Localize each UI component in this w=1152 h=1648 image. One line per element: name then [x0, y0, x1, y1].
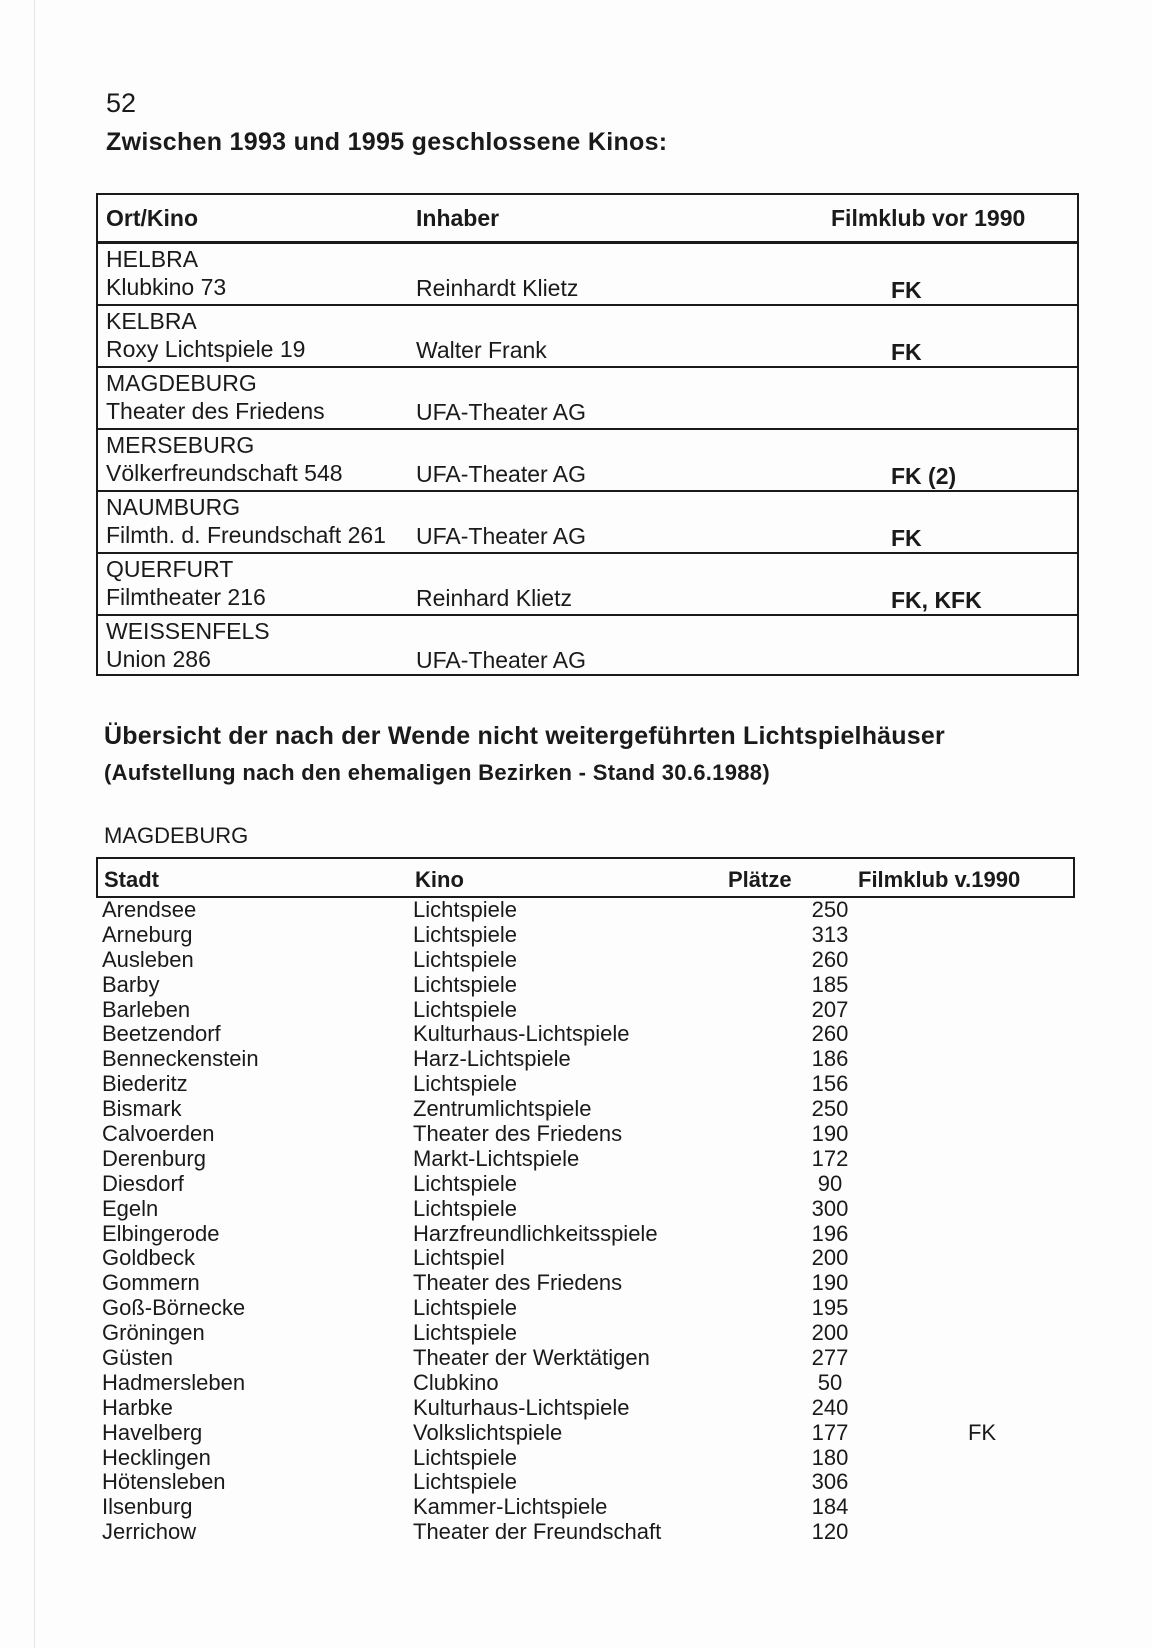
- cell-stadt: Derenburg: [102, 1145, 206, 1171]
- list-row: [96, 1171, 1075, 1196]
- cell-plaetze: 90: [817, 1170, 843, 1196]
- list-row: [96, 947, 1075, 972]
- cell-stadt: Diesdorf: [102, 1170, 184, 1196]
- cell-plaetze: 277: [811, 1345, 849, 1371]
- list-row: [96, 1021, 1075, 1046]
- list-row: [96, 1519, 1075, 1544]
- cell-stadt: Arneburg: [102, 921, 193, 947]
- cell-plaetze: 260: [811, 946, 849, 972]
- cell-kino: Markt-Lichtspiele: [413, 1145, 580, 1171]
- cell-stadt: Gröningen: [102, 1320, 205, 1346]
- list-row: [96, 897, 1075, 922]
- cell-kino: Lichtspiele: [413, 1170, 517, 1196]
- cell-plaetze: 260: [811, 1021, 849, 1047]
- cell-filmklub: FK: [891, 525, 922, 551]
- cell-plaetze: 300: [811, 1195, 849, 1221]
- cell-city: NAUMBURG: [106, 494, 241, 520]
- header-stadt: Stadt: [104, 867, 159, 892]
- list-row: [96, 1046, 1075, 1071]
- cell-plaetze: 190: [811, 1121, 849, 1147]
- header-ort-kino: Ort/Kino: [106, 205, 198, 231]
- cell-kino: Theater des Friedens: [413, 1270, 623, 1296]
- cell-plaetze: 306: [811, 1469, 849, 1495]
- cell-plaetze: 207: [811, 996, 849, 1022]
- cell-kino: Kulturhaus-Lichtspiele: [413, 1021, 630, 1047]
- cell-plaetze: 177: [811, 1419, 849, 1445]
- page-edge-line: [34, 0, 35, 1648]
- cell-kino: Lichtspiele: [413, 1444, 517, 1470]
- list-row: [96, 1494, 1075, 1519]
- cell-plaetze: 190: [811, 1270, 849, 1296]
- header-kino: Kino: [415, 867, 464, 892]
- cell-plaetze: 172: [811, 1145, 849, 1171]
- cell-stadt: Jerrichow: [102, 1519, 197, 1545]
- table-row: [98, 306, 1077, 368]
- cell-stadt: Benneckenstein: [102, 1046, 259, 1072]
- cell-kino: Harzfreundlichkeitsspiele: [413, 1220, 658, 1246]
- cell-owner: Walter Frank: [416, 337, 547, 363]
- cell-plaetze: 156: [811, 1071, 849, 1097]
- cell-kino: Clubkino: [413, 1369, 499, 1395]
- list-row: [96, 1345, 1075, 1370]
- cell-kino: Lichtspiele: [413, 1469, 517, 1495]
- cell-stadt: Egeln: [102, 1195, 159, 1221]
- cell-stadt: Hadmersleben: [102, 1369, 246, 1395]
- header-filmklub: Filmklub vor 1990: [831, 205, 1026, 231]
- cell-owner: UFA-Theater AG: [416, 523, 587, 549]
- cell-kino: Lichtspiele: [413, 897, 517, 922]
- cell-stadt: Goldbeck: [102, 1245, 195, 1271]
- cell-kino: Lichtspiele: [413, 996, 517, 1022]
- cell-city: QUERFURT: [106, 556, 234, 582]
- cell-city: WEISSENFELS: [106, 618, 270, 644]
- cell-stadt: Hötensleben: [102, 1469, 226, 1495]
- cell-kino: Harz-Lichtspiele: [413, 1046, 571, 1072]
- cell-stadt: Calvoerden: [102, 1121, 215, 1147]
- cell-plaetze: 240: [811, 1394, 849, 1420]
- cell-stadt: Ausleben: [102, 946, 194, 972]
- cell-kino: Lichtspiele: [413, 946, 517, 972]
- cell-kino: Lichtspiele: [413, 971, 517, 997]
- cell-filmklub: FK: [891, 277, 922, 303]
- cell-stadt: Biederitz: [102, 1071, 188, 1097]
- cell-kino: Lichtspiele: [413, 1195, 517, 1221]
- cell-cinema: Klubkino 73: [106, 274, 227, 300]
- section2-title: Übersicht der nach der Wende nicht weitergeführten Lichtspielhäuser: [104, 722, 945, 750]
- header-filmklub: Filmklub v.1990: [858, 867, 1021, 892]
- cell-stadt: Gommern: [102, 1270, 200, 1296]
- cinema-list: [96, 897, 1075, 1544]
- list-row: [96, 1146, 1075, 1171]
- cell-plaetze: 250: [811, 897, 849, 922]
- list-row: [96, 1445, 1075, 1470]
- list-row: [96, 1071, 1075, 1096]
- list-row: [96, 1270, 1075, 1295]
- cell-cinema: Roxy Lichtspiele 19: [106, 336, 306, 362]
- list-row: [96, 1196, 1075, 1221]
- cell-plaetze: 120: [811, 1519, 849, 1545]
- cell-stadt: Elbingerode: [102, 1220, 220, 1246]
- cell-cinema: Union 286: [106, 646, 211, 672]
- cell-filmklub: FK, KFK: [891, 587, 982, 613]
- list-row: [96, 1420, 1075, 1445]
- cinema-list-header: [96, 857, 1075, 898]
- cell-stadt: Barby: [102, 971, 160, 997]
- cell-kino: Theater der Werktätigen: [413, 1345, 650, 1371]
- cell-kino: Kammer-Lichtspiele: [413, 1494, 608, 1520]
- list-row: [96, 922, 1075, 947]
- cell-plaetze: 200: [811, 1245, 849, 1271]
- cell-plaetze: 196: [811, 1220, 849, 1246]
- list-row: [96, 1221, 1075, 1246]
- cell-kino: Kulturhaus-Lichtspiele: [413, 1394, 630, 1420]
- cell-plaetze: 313: [811, 921, 849, 947]
- cell-stadt: Ilsenburg: [102, 1494, 193, 1520]
- list-row: [96, 1245, 1075, 1270]
- list-row: [96, 1096, 1075, 1121]
- cell-plaetze: 185: [811, 971, 849, 997]
- list-row: [96, 1121, 1075, 1146]
- cell-owner: Reinhard Klietz: [416, 585, 572, 611]
- cell-cinema: Filmth. d. Freundschaft 261: [106, 522, 386, 548]
- list-row: [96, 1395, 1075, 1420]
- cell-kino: Theater des Friedens: [413, 1121, 623, 1147]
- cell-stadt: Goß-Börnecke: [102, 1295, 246, 1321]
- cell-stadt: Güsten: [102, 1345, 173, 1371]
- cell-kino: Lichtspiele: [413, 1320, 517, 1346]
- section1-title: Zwischen 1993 und 1995 geschlossene Kinos:: [106, 128, 668, 156]
- cell-plaetze: 195: [811, 1295, 849, 1321]
- cell-kino: Lichtspiele: [413, 1071, 517, 1097]
- cell-owner: Reinhardt Klietz: [416, 275, 579, 301]
- table-row: [98, 368, 1077, 430]
- cell-kino: Lichtspiel: [413, 1245, 505, 1271]
- cell-cinema: Filmtheater 216: [106, 584, 266, 610]
- list-row: [96, 1370, 1075, 1395]
- cell-city: MERSEBURG: [106, 432, 255, 458]
- cell-plaetze: 250: [811, 1096, 849, 1122]
- table-row: [98, 492, 1077, 554]
- cell-stadt: Havelberg: [102, 1419, 203, 1445]
- cell-owner: UFA-Theater AG: [416, 461, 587, 487]
- cell-plaetze: 200: [811, 1320, 849, 1346]
- cell-filmklub: FK: [967, 1419, 997, 1445]
- cell-plaetze: 50: [817, 1369, 843, 1395]
- list-row: [96, 1469, 1075, 1494]
- cell-kino: Theater der Freundschaft: [413, 1519, 662, 1545]
- cell-stadt: Hecklingen: [102, 1444, 211, 1470]
- header-plaetze: Plätze: [728, 867, 792, 892]
- cell-stadt: Arendsee: [102, 897, 197, 922]
- cell-plaetze: 184: [811, 1494, 849, 1520]
- list-row: [96, 1320, 1075, 1345]
- table-row: [98, 430, 1077, 492]
- cell-city: KELBRA: [106, 308, 197, 334]
- cell-kino: Lichtspiele: [413, 921, 517, 947]
- cell-stadt: Beetzendorf: [102, 1021, 221, 1047]
- cell-owner: UFA-Theater AG: [416, 399, 587, 425]
- cell-city: MAGDEBURG: [106, 370, 257, 396]
- table-row: [98, 244, 1077, 306]
- cell-owner: UFA-Theater AG: [416, 647, 587, 673]
- table-row: [98, 554, 1077, 616]
- cell-kino: Volkslichtspiele: [413, 1419, 563, 1445]
- list-row: [96, 972, 1075, 997]
- table-row: [98, 616, 1077, 674]
- header-inhaber: Inhaber: [416, 205, 500, 231]
- table-header: [98, 195, 1077, 244]
- district-heading: MAGDEBURG: [104, 823, 249, 848]
- cell-stadt: Barleben: [102, 996, 191, 1022]
- cell-stadt: Bismark: [102, 1096, 182, 1122]
- page-number: 52: [106, 88, 137, 118]
- list-row: [96, 1295, 1075, 1320]
- cell-kino: Zentrumlichtspiele: [413, 1096, 592, 1122]
- cell-kino: Lichtspiele: [413, 1295, 517, 1321]
- list-row: [96, 997, 1075, 1022]
- cell-plaetze: 186: [811, 1046, 849, 1072]
- cell-city: HELBRA: [106, 246, 199, 272]
- closed-cinemas-table: [96, 193, 1079, 676]
- cell-filmklub: FK: [891, 339, 922, 365]
- section2-subtitle: (Aufstellung nach den ehemaligen Bezirken - Stand 30.6.1988): [104, 760, 770, 785]
- cell-plaetze: 180: [811, 1444, 849, 1470]
- cell-stadt: Harbke: [102, 1394, 173, 1420]
- cell-cinema: Theater des Friedens: [106, 398, 325, 424]
- cell-cinema: Völkerfreundschaft 548: [106, 460, 343, 486]
- cell-filmklub: FK (2): [891, 463, 957, 489]
